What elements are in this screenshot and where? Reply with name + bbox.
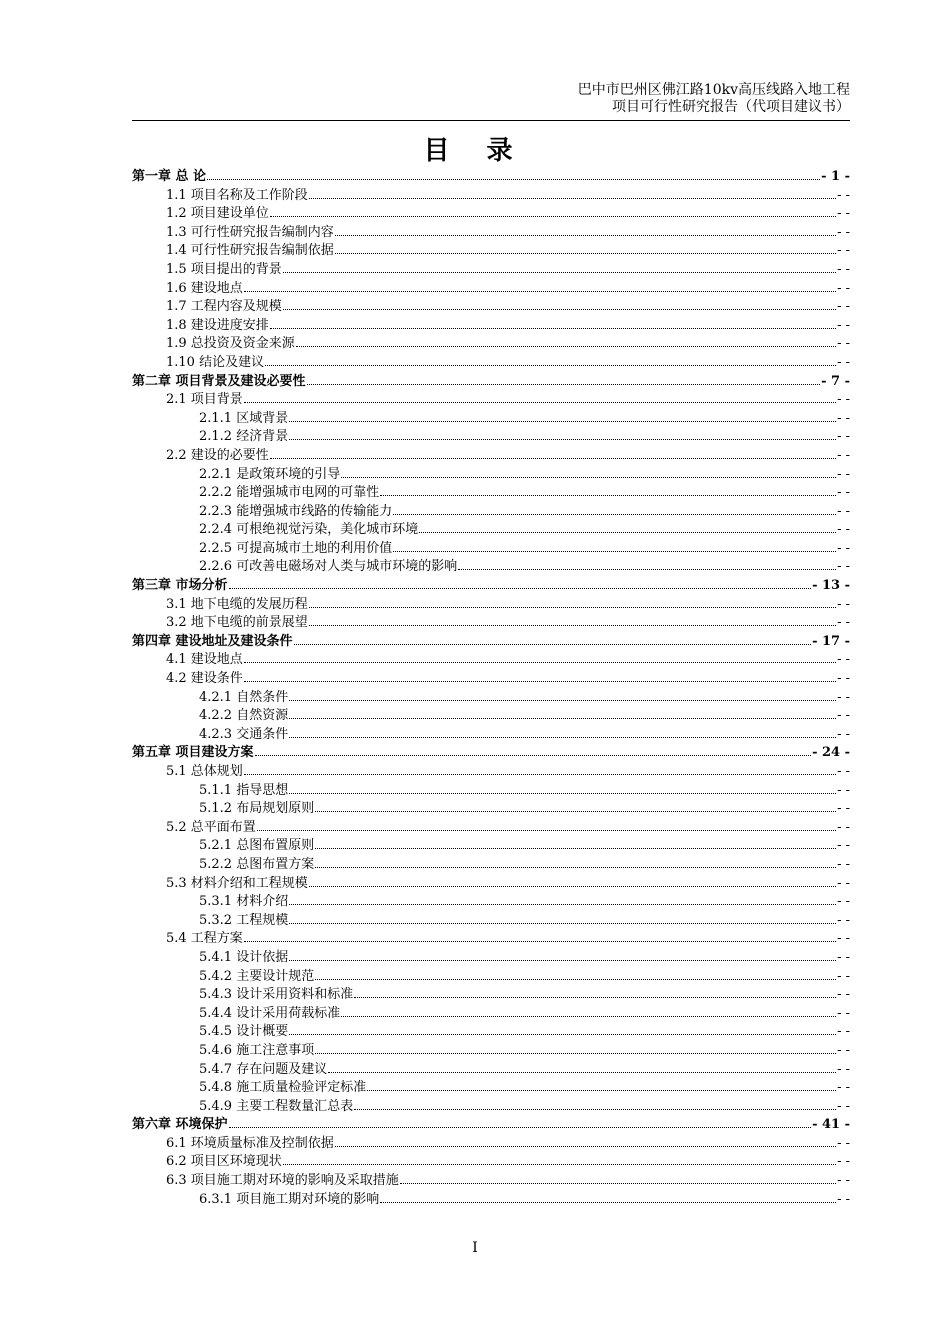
toc-section-entry[interactable] xyxy=(132,518,850,537)
toc-chapter-entry[interactable] xyxy=(132,574,850,593)
running-header xyxy=(132,82,850,116)
toc-entry-title: 1.3 可行性研究报告编制内容 xyxy=(166,224,334,240)
toc-leader-dots xyxy=(289,420,836,422)
toc-entry-title: 5.4.3 设计采用资料和标准 xyxy=(199,987,354,1003)
toc-entry-title: 6.1 环境质量标准及控制依据 xyxy=(166,1135,334,1151)
toc-section-entry[interactable] xyxy=(132,1132,850,1151)
toc-leader-dots xyxy=(244,680,836,682)
toc-leader-dots xyxy=(307,383,821,385)
toc-entry-title: 5.4.5 设计概要 xyxy=(199,1024,289,1040)
toc-entry-title: 3.2 地下电缆的前景展望 xyxy=(166,615,308,631)
toc-section-entry[interactable] xyxy=(132,537,850,556)
toc-page-number: - - xyxy=(837,875,850,891)
toc-entry-title: 第三章 市场分析 xyxy=(132,578,228,594)
toc-entry-title: 第六章 环境保护 xyxy=(132,1117,228,1133)
toc-section-entry[interactable] xyxy=(132,1076,850,1095)
toc-entry-title: 6.3 项目施工期对环境的影响及采取措施 xyxy=(166,1173,399,1189)
toc-entry-title: 4.2.3 交通条件 xyxy=(199,726,289,742)
toc-leader-dots xyxy=(335,252,836,254)
toc-chapter-entry[interactable] xyxy=(132,165,850,184)
toc-leader-dots xyxy=(289,736,836,738)
toc-leader-dots xyxy=(341,1015,836,1017)
toc-leader-dots xyxy=(296,345,836,347)
toc-page-number: - - xyxy=(837,987,850,1003)
toc-leader-dots xyxy=(315,810,836,812)
toc-section-entry[interactable] xyxy=(132,1020,850,1039)
toc-page-number: - - xyxy=(837,838,850,854)
toc-page-number: - - xyxy=(837,522,850,538)
toc-entry-title: 2.1.2 经济背景 xyxy=(199,429,289,445)
toc-section-entry[interactable] xyxy=(132,184,850,203)
toc-section-entry[interactable] xyxy=(132,1039,850,1058)
toc-section-entry[interactable] xyxy=(132,965,850,984)
toc-leader-dots xyxy=(309,197,836,199)
toc-leader-dots xyxy=(309,606,836,608)
toc-section-entry[interactable] xyxy=(132,834,850,853)
toc-chapter-entry[interactable] xyxy=(132,741,850,760)
toc-page-number: - - xyxy=(837,299,850,315)
toc-section-entry[interactable] xyxy=(132,202,850,221)
toc-entry-title: 2.2.1 是政策环境的引导 xyxy=(199,466,341,482)
toc-page-number: - - xyxy=(837,596,850,612)
toc-page-number: - - xyxy=(837,819,850,835)
toc-entry-title: 5.1 总体规划 xyxy=(166,764,243,779)
toc-entry-title: 1.4 可行性研究报告编制依据 xyxy=(166,243,334,259)
toc-leader-dots xyxy=(315,866,836,868)
toc-entry-title: 2.2.3 能增强城市线路的传输能力 xyxy=(199,503,393,519)
toc-page-number: - - xyxy=(837,224,850,240)
toc-entry-title: 5.2.1 总图布置原则 xyxy=(199,838,315,854)
toc-entry-title: 1.7 工程内容及规模 xyxy=(166,299,282,315)
header-line-1: 巴中市巴州区佛江路10kv高压线路入地工程 xyxy=(577,82,850,98)
toc-entry-title: 5.3.1 材料介绍 xyxy=(199,894,289,910)
toc-page-number: - - xyxy=(837,1024,850,1040)
toc-section-entry[interactable] xyxy=(132,760,850,779)
toc-section-entry[interactable] xyxy=(132,500,850,519)
toc-section-entry[interactable] xyxy=(132,927,850,946)
toc-section-entry[interactable] xyxy=(132,1150,850,1169)
toc-section-entry[interactable] xyxy=(132,667,850,686)
toc-leader-dots xyxy=(270,457,836,459)
toc-leader-dots xyxy=(354,1108,836,1110)
toc-leader-dots xyxy=(289,959,836,961)
toc-entry-title: 5.2.2 总图布置方案 xyxy=(199,856,315,872)
toc-leader-dots xyxy=(393,513,836,515)
toc-section-entry[interactable] xyxy=(132,351,850,370)
toc-section-entry[interactable] xyxy=(132,444,850,463)
toc-entry-title: 第二章 项目背景及建设必要性 xyxy=(132,373,306,389)
toc-section-entry[interactable] xyxy=(132,611,850,630)
toc-entry-title: 5.4.2 主要设计规范 xyxy=(199,968,315,984)
toc-leader-dots xyxy=(244,290,836,292)
toc-leader-dots xyxy=(367,1089,836,1091)
toc-leader-dots xyxy=(265,364,836,366)
toc-page-number: - - xyxy=(837,949,850,965)
toc-page-number: - 13 - xyxy=(812,578,850,594)
toc-entry-title: 4.2.1 自然条件 xyxy=(199,689,289,705)
toc-page-number: - - xyxy=(837,1061,850,1077)
toc-leader-dots xyxy=(328,1071,836,1073)
toc-leader-dots xyxy=(289,699,836,701)
toc-page-number: - - xyxy=(837,354,850,370)
toc-entry-title: 1.5 项目提出的背景 xyxy=(166,261,282,277)
toc-entry-title: 第一章 总 论 xyxy=(132,169,207,184)
toc-entry-title: 2.2.2 能增强城市电网的可靠性 xyxy=(199,485,380,501)
toc-leader-dots xyxy=(244,940,836,942)
toc-section-entry[interactable] xyxy=(132,946,850,965)
toc-section-entry[interactable] xyxy=(132,723,850,742)
toc-section-entry[interactable] xyxy=(132,555,850,574)
toc-section-entry[interactable] xyxy=(132,481,850,500)
toc-page-number: - - xyxy=(837,708,850,724)
toc-chapter-entry[interactable] xyxy=(132,1113,850,1132)
toc-section-entry[interactable] xyxy=(132,983,850,1002)
toc-page-number: - 7 - xyxy=(821,373,850,389)
toc-leader-dots xyxy=(335,234,836,236)
toc-entry-title: 5.3 材料介绍和工程规模 xyxy=(166,875,308,891)
toc-section-entry[interactable] xyxy=(132,239,850,258)
toc-page-number: - - xyxy=(837,317,850,333)
toc-entry-title: 1.1 项目名称及工作阶段 xyxy=(166,187,308,203)
toc-page-number: - - xyxy=(837,801,850,817)
toc-section-entry[interactable] xyxy=(132,704,850,723)
table-of-contents xyxy=(132,165,850,1206)
toc-page-number: - - xyxy=(837,1098,850,1114)
toc-page-number: - - xyxy=(837,392,850,408)
toc-page-number: - - xyxy=(837,447,850,463)
toc-chapter-entry[interactable] xyxy=(132,630,850,649)
toc-entry-title: 1.2 项目建设单位 xyxy=(166,206,269,222)
toc-page-number: - - xyxy=(837,336,850,352)
toc-entry-title: 5.4.8 施工质量检验评定标准 xyxy=(199,1080,367,1096)
toc-leader-dots xyxy=(315,978,836,980)
toc-page-number: - - xyxy=(837,689,850,705)
toc-entry-title: 5.4.9 主要工程数量汇总表 xyxy=(199,1098,354,1114)
toc-leader-dots xyxy=(229,587,812,589)
toc-leader-dots xyxy=(400,1182,836,1184)
toc-leader-dots xyxy=(380,1201,836,1203)
toc-section-entry[interactable] xyxy=(132,388,850,407)
toc-page-number: - - xyxy=(837,485,850,501)
toc-page-number: - - xyxy=(837,1042,850,1058)
toc-section-entry[interactable] xyxy=(132,295,850,314)
toc-entry-title: 5.4.6 施工注意事项 xyxy=(199,1042,315,1058)
toc-section-entry[interactable] xyxy=(132,1188,850,1207)
toc-leader-dots xyxy=(244,661,836,663)
toc-entry-title: 1.9 总投资及资金来源 xyxy=(166,336,295,352)
toc-leader-dots xyxy=(244,401,836,403)
toc-entry-title: 6.2 项目区环境现状 xyxy=(166,1154,282,1170)
toc-leader-dots xyxy=(283,271,836,273)
toc-leader-dots xyxy=(255,754,812,756)
toc-section-entry[interactable] xyxy=(132,1169,850,1188)
toc-leader-dots xyxy=(289,922,836,924)
toc-leader-dots xyxy=(244,773,836,775)
toc-entry-title: 5.2 总平面布置 xyxy=(166,819,256,835)
toc-page-number: - - xyxy=(837,1005,850,1021)
toc-section-entry[interactable] xyxy=(132,872,850,891)
toc-section-entry[interactable] xyxy=(132,648,850,667)
toc-section-entry[interactable] xyxy=(132,1095,850,1114)
toc-leader-dots xyxy=(229,1126,812,1128)
toc-page-number: - - xyxy=(837,726,850,742)
toc-section-entry[interactable] xyxy=(132,779,850,798)
toc-leader-dots xyxy=(283,1163,836,1165)
header-line-2: 项目可行性研究报告（代项目建议书） xyxy=(612,99,850,115)
toc-page-number: - 17 - xyxy=(812,633,850,649)
toc-title: 目 录 xyxy=(423,136,527,166)
toc-entry-title: 1.6 建设地点 xyxy=(166,280,243,296)
toc-section-entry[interactable] xyxy=(132,890,850,909)
toc-page-number: - - xyxy=(837,466,850,482)
toc-section-entry[interactable] xyxy=(132,593,850,612)
toc-page-number: - - xyxy=(837,894,850,910)
toc-leader-dots xyxy=(458,568,836,570)
toc-entry-title: 第五章 项目建设方案 xyxy=(132,745,254,761)
toc-section-entry[interactable] xyxy=(132,277,850,296)
toc-page-number: - - xyxy=(837,540,850,556)
toc-page-number: - - xyxy=(837,243,850,259)
toc-section-entry[interactable] xyxy=(132,407,850,426)
toc-leader-dots xyxy=(289,438,836,440)
toc-leader-dots xyxy=(294,643,812,645)
toc-leader-dots xyxy=(289,1033,836,1035)
toc-section-entry[interactable] xyxy=(132,332,850,351)
toc-section-entry[interactable] xyxy=(132,686,850,705)
toc-entry-title: 2.2.6 可改善电磁场对人类与城市环境的影响 xyxy=(199,559,458,575)
toc-chapter-entry[interactable] xyxy=(132,370,850,389)
toc-entry-title: 2.2.5 可提高城市土地的利用价值 xyxy=(199,540,393,556)
toc-entry-title: 2.1.1 区域背景 xyxy=(199,410,289,426)
toc-entry-title: 第四章 建设地址及建设条件 xyxy=(132,633,293,649)
toc-leader-dots xyxy=(419,531,836,533)
toc-entry-title: 2.2.4 可根绝视觉污染，美化城市环境 xyxy=(199,522,419,538)
toc-entry-title: 5.4 工程方案 xyxy=(166,931,243,947)
toc-entry-title: 5.4.4 设计采用荷载标准 xyxy=(199,1005,341,1021)
toc-page-number: - - xyxy=(837,615,850,631)
toc-leader-dots xyxy=(341,476,836,478)
toc-leader-dots xyxy=(315,847,836,849)
toc-page-number: - - xyxy=(837,410,850,426)
toc-section-entry[interactable] xyxy=(132,1002,850,1021)
toc-leader-dots xyxy=(309,624,836,626)
toc-entry-title: 1.10 结论及建议 xyxy=(166,354,265,370)
toc-page-number: - - xyxy=(837,931,850,947)
toc-page-number: - - xyxy=(837,559,850,575)
toc-leader-dots xyxy=(335,1145,836,1147)
toc-page-number: - - xyxy=(837,1173,850,1189)
toc-page-number: - - xyxy=(837,671,850,687)
toc-leader-dots xyxy=(289,792,836,794)
toc-page-number: - - xyxy=(837,429,850,445)
toc-leader-dots xyxy=(283,308,836,310)
page-number: I xyxy=(472,1240,478,1256)
toc-entry-title: 6.3.1 项目施工期对环境的影响 xyxy=(199,1191,380,1207)
toc-leader-dots xyxy=(315,1052,836,1054)
toc-section-entry[interactable] xyxy=(132,463,850,482)
toc-page-number: - - xyxy=(837,1135,850,1151)
toc-section-entry[interactable] xyxy=(132,909,850,928)
toc-page-number: - 24 - xyxy=(812,745,850,761)
toc-entry-title: 5.1.2 布局规划原则 xyxy=(199,801,315,817)
toc-page-number: - - xyxy=(837,261,850,277)
toc-page-number: - - xyxy=(837,968,850,984)
toc-page-number: - - xyxy=(837,912,850,928)
toc-page-number: - - xyxy=(837,764,850,779)
toc-entry-title: 2.1 项目背景 xyxy=(166,392,243,408)
toc-entry-title: 4.2.2 自然资源 xyxy=(199,708,289,724)
toc-leader-dots xyxy=(393,550,836,552)
toc-section-entry[interactable] xyxy=(132,314,850,333)
toc-leader-dots xyxy=(354,996,836,998)
toc-page-number: - - xyxy=(837,782,850,798)
toc-entry-title: 3.1 地下电缆的发展历程 xyxy=(166,596,308,612)
toc-section-entry[interactable] xyxy=(132,258,850,277)
toc-section-entry[interactable] xyxy=(132,853,850,872)
toc-entry-title: 4.1 建设地点 xyxy=(166,652,243,668)
toc-entry-title: 1.8 建设进度安排 xyxy=(166,317,269,333)
toc-page-number: - 41 - xyxy=(812,1117,850,1133)
toc-leader-dots xyxy=(289,717,836,719)
toc-entry-title: 4.2 建设条件 xyxy=(166,671,243,687)
toc-page-number: - - xyxy=(837,652,850,668)
toc-entry-title: 5.4.1 设计依据 xyxy=(199,949,289,965)
toc-page-number: - - xyxy=(837,1080,850,1096)
toc-leader-dots xyxy=(289,903,836,905)
toc-section-entry[interactable] xyxy=(132,221,850,240)
toc-entry-title: 5.3.2 工程规模 xyxy=(199,912,289,928)
toc-page-number: - - xyxy=(837,206,850,222)
toc-section-entry[interactable] xyxy=(132,816,850,835)
toc-leader-dots xyxy=(257,829,836,831)
toc-leader-dots xyxy=(270,215,836,217)
header-rule xyxy=(132,120,850,121)
toc-page-number: - - xyxy=(837,187,850,203)
toc-page-number: - 1 - xyxy=(821,169,850,184)
toc-section-entry[interactable] xyxy=(132,797,850,816)
toc-entry-title: 5.1.1 指导思想 xyxy=(199,782,289,798)
toc-page-number: - - xyxy=(837,280,850,296)
toc-section-entry[interactable] xyxy=(132,1058,850,1077)
toc-leader-dots xyxy=(380,494,836,496)
toc-leader-dots xyxy=(270,327,836,329)
toc-page-number: - - xyxy=(837,856,850,872)
toc-entry-title: 2.2 建设的必要性 xyxy=(166,447,269,463)
toc-page-number: - - xyxy=(837,1191,850,1207)
toc-entry-title: 5.4.7 存在问题及建议 xyxy=(199,1061,328,1077)
toc-page-number: - - xyxy=(837,1154,850,1170)
toc-leader-dots xyxy=(207,178,820,180)
toc-section-entry[interactable] xyxy=(132,425,850,444)
toc-leader-dots xyxy=(309,885,836,887)
toc-page-number: - - xyxy=(837,503,850,519)
